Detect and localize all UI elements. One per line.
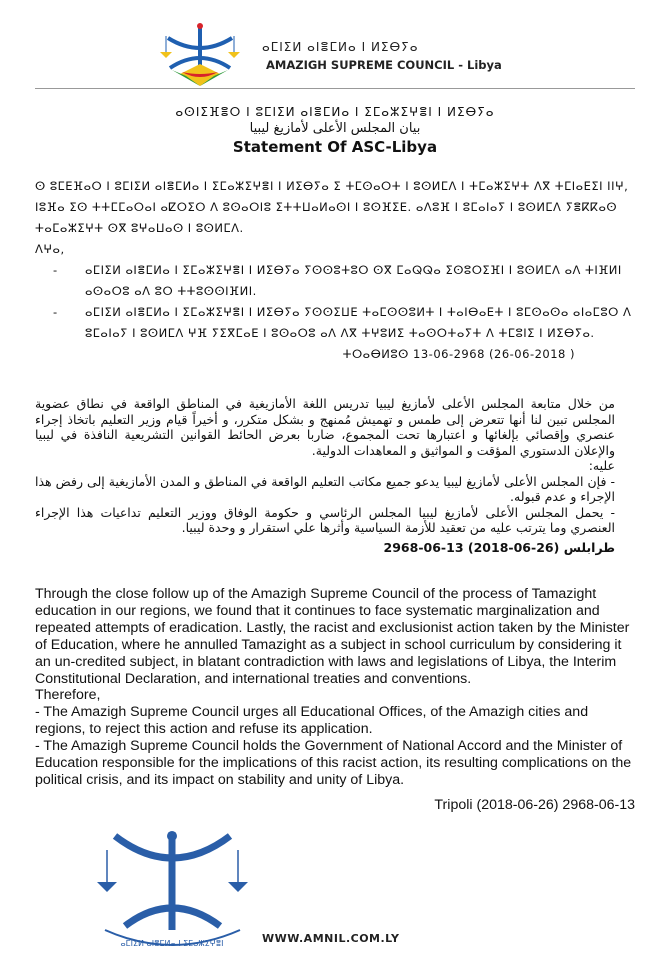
arabic-list-item: - فإن المجلس الأعلى لأمازيغ ليبيا يدعو جميع مكاتب التعليم الواقعة في المناطق و المدن الأمازيغية إلى رفض هذا الإجراء و عدم قبوله. — [35, 473, 615, 504]
arabic-paragraph: من خلال متابعة المجلس الأعلى لأمازيغ ليبيا تدريس اللغة الأمازيغية في المناطق الواقعة في نطاق عضوية المجلس تبين لنا أنها تتعرض إلى طمس و تهميش مُمنهج و بشكل متكرر، و أخيراً قيام وزير التعليم باتخاذ إجراء عنصري وإقصائي بإلغائها و اعتبارها تحت المجموع، ضاربا بعرض الحائط القوانين التشريعية النافذة في ليبيا والإعلان الدستوري المؤقت و المواثيق و المعاهدات الدولية. — [35, 396, 615, 458]
english-paragraph: Through the close follow up of the Amazigh Supreme Council of the process of Tamazight education in our regions, we found that it continues to face systematic marginalization and repeated attempts of eradication. Lastly, the racist and exclusionist action taken by the Minister of Education, where he annulled Tamazight as a subject in school curriculum by considering it an un-credited subject, in blatant contradiction with laws and legislations of Libya, the Interim Constitutional Declaration, and international treaties and conventions. — [35, 586, 630, 687]
tifinagh-date: ⵜⵔⴰⴱⵍⵓⵙ 13-06-2968 (26-06-2018 ) — [342, 347, 575, 361]
english-date: Tripoli (2018-06-26) 2968-06-13 — [434, 796, 635, 813]
tifinagh-paragraph: ⵙ ⵓⵎⴹⴼⴰⵔ ⵏ ⵓⵎⵏⵉⵍ ⴰⵏⴻⵎⵍⴰ ⵏ ⵉⵎⴰⵣⵉⵖⴻⵏ ⵏ ⵍⵉⴱⵢⴰ ⵉ ⵜⵎⵙⴰⵔⵜ ⵏ ⵓⵙⵍⵎⴷ ⵏ ⵜⵎⴰⵣⵉⵖⵜ ⴷⴳ ⵜⵎⵏⴰⴹⵉⵏ ⵏⵏⵖ, ⵏⵓⴼⴰ ⵉⵙ ⵜⵜⵎⵎⴰⵔⴰⵏ ⴰⵇⵔⵉⵔ ⴷ ⵓⵙⴰⵔⵏⵓ ⵉⵜⵜⵡⴰⵍⴰⵙⵏ ⵏ ⵓⵙⴼⵉⴹ. ⴰⴷⵓⴼ ⵏ ⵓⵎⴰⵏⴰⵢ ⵏ ⵓⵙⵍⵎⴷ ⵢⴻⴽⴽⴰⵙ ⵜⴰⵎⴰⵣⵉⵖⵜ ⵙⴳ ⵓⵖⴰⵡⴰⵙ ⵏ ⵓⵙⵍⵎⴷ. — [35, 179, 629, 235]
council-seal-logo — [95, 830, 250, 955]
english-list-item: - The Amazigh Supreme Council holds the Government of National Accord and the Minister of Education responsible for the implications of this racist action, its resulting complications on the political crisis, and its impact on stability and unity of Libya. — [35, 738, 632, 788]
amazigh-council-logo — [160, 18, 240, 86]
arabic-date: طرابلس (26-06-2018) 13-06-2968 — [383, 539, 615, 555]
tifinagh-list-item: - ⴰⵎⵏⵉⵍ ⴰⵏⴻⵎⵍⴰ ⵏ ⵉⵎⴰⵣⵉⵖⴻⵏ ⵏ ⵍⵉⴱⵢⴰ ⵢⵙⵙⵉⵡⴹ ⵜⴰⵎⵙⵙⵓⵍⵜ ⵏ ⵜⴰⵏⴱⴰⴹⵜ ⵏ ⵓⵎⵙⴰⵙⴰ ⴰⵏⴰⵎⵓⵔ ⴷ ⵓⵎⴰⵏⴰⵢ ⵏ ⵓⵙⵍⵎⴷ ⵖⴼ ⵢⵉⴳⵎⴰⴹ ⵏ ⵓⵙⴰⵔⵓ ⴰⴷ ⴷⴳ ⵜⵖⵓⵍⵉ ⵜⴰⵙⵔⵜⴰⵢⵜ ⴷ ⵜⵎⵓⵏⵉ ⵏ ⵍⵉⴱⵢⴰ. — [35, 302, 635, 344]
website-url: WWW.AMNIL.COM.LY — [262, 932, 400, 945]
seal-inscription: ⴰⵎⵏⵉⵍ ⴰⵏⴻⵎⵍⴰ ⵏ ⵉⵎⴰⵣⵉⵖⴻⵏ — [120, 939, 224, 948]
statement-title-block — [0, 104, 670, 157]
english-list-item: - The Amazigh Supreme Council urges all Educational Offices, of the Amazigh cities and regions, to reject this action and refuse its application. — [35, 704, 589, 738]
tifinagh-list — [35, 260, 635, 344]
title-tifinagh: ⴰⵙⵏⵉⴼⴻⵔ ⵏ ⵓⵎⵏⵉⵍ ⴰⵏⴻⵎⵍⴰ ⵏ ⵉⵎⴰⵣⵉⵖⴻⵏ ⵏ ⵍⵉⴱⵢⴰ — [175, 105, 495, 119]
arabic-section — [35, 396, 615, 555]
letterhead — [0, 0, 670, 95]
tifinagh-section — [35, 176, 635, 365]
org-name-english: AMAZIGH SUPREME COUNCIL - Libya — [266, 58, 502, 72]
title-arabic: بيان المجلس الأعلى لأمازيغ ليبيا — [249, 121, 421, 136]
org-name-tifinagh: ⴰⵎⵏⵉⵍ ⴰⵏⴻⵎⵍⴰ ⵏ ⵍⵉⴱⵢⴰ — [262, 40, 419, 54]
tifinagh-list-item: - ⴰⵎⵏⵉⵍ ⴰⵏⴻⵎⵍⴰ ⵏ ⵉⵎⴰⵣⵉⵖⴻⵏ ⵏ ⵍⵉⴱⵢⴰ ⵢⵙⵙⵓⵜⵓⵔ ⵙⴳ ⵎⴰⵕⵕⴰ ⵉⵙⵓⵔⵉⴼⵏ ⵏ ⵓⵙⵍⵎⴷ ⴰⴷ ⵜⵏⴼⵍⵏ ⴰⵙⴰⵔⵓ ⴰⴷ ⵓⵔ ⵜⵜⵓⵙⵙⵏⴼⵍⵏ. — [35, 260, 635, 302]
title-english: Statement Of ASC-Libya — [232, 138, 438, 156]
tifinagh-intro: ⴷⵖⴰ, — [35, 242, 65, 256]
header-divider — [35, 88, 635, 89]
arabic-intro: عليه: — [588, 458, 615, 473]
arabic-list-item: - يحمل المجلس الأعلى لأمازيغ ليبيا المجلس الرئاسي و حكومة الوفاق ووزير التعليم تداعيات هذا الإجراء العنصري وما يترتب عليه من تعقيد للأزمة السياسية وأثرها علي استقرار و وحدة ليبيا. — [35, 504, 615, 535]
english-intro: Therefore, — [35, 687, 101, 704]
english-section — [35, 586, 635, 814]
